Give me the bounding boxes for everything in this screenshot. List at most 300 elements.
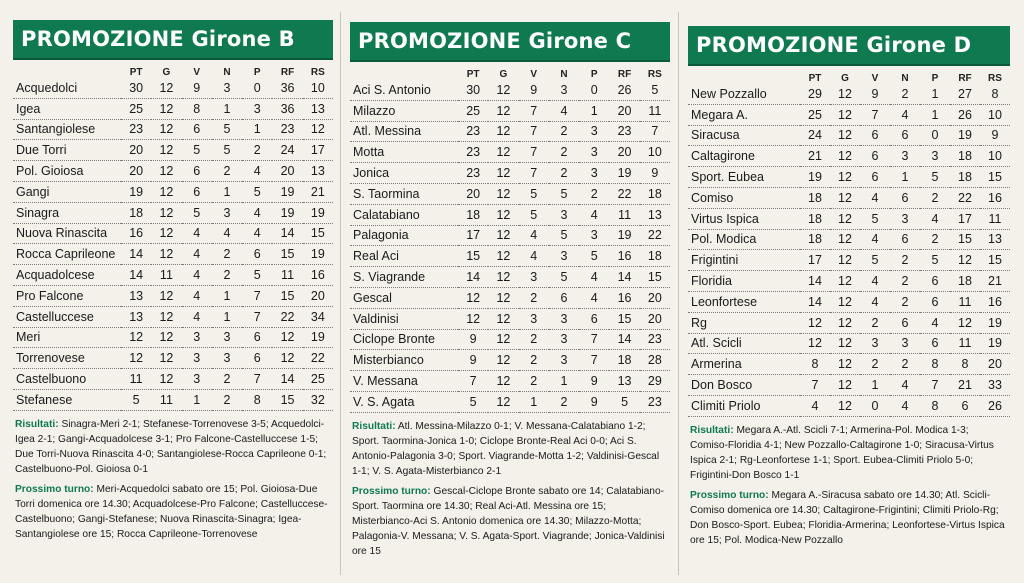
stat-cell: 26 [980, 395, 1010, 416]
stat-cell: 4 [860, 229, 890, 250]
table-row [13, 369, 333, 390]
stat-cell: 9 [458, 350, 488, 371]
stat-cell: 4 [920, 208, 950, 229]
stat-cell: 34 [303, 306, 333, 327]
team-name: Caltagirone [688, 146, 800, 167]
stat-cell: 12 [830, 271, 860, 292]
table-row [688, 84, 1010, 104]
stat-cell: 10 [980, 104, 1010, 125]
girone-d-title: PROMOZIONE Girone D [688, 26, 1010, 66]
stat-cell: 5 [212, 119, 242, 140]
stat-cell: 25 [800, 104, 830, 125]
stat-cell: 7 [519, 163, 549, 184]
stat-cell: 4 [860, 271, 890, 292]
column-header: PT [129, 67, 143, 78]
team-name: V. Messana [350, 371, 458, 392]
table-row [688, 125, 1010, 146]
table-row [350, 225, 670, 246]
stat-cell: 26 [609, 80, 639, 100]
team-name: Floridia [688, 271, 800, 292]
stat-cell: 7 [579, 329, 609, 350]
table-row [13, 389, 333, 410]
table-row [688, 354, 1010, 375]
stat-cell: 12 [151, 369, 181, 390]
stat-cell: 2 [890, 250, 920, 271]
stat-cell: 4 [549, 100, 579, 121]
column-header: P [590, 69, 598, 80]
column-header: G [841, 73, 849, 84]
table-row [13, 244, 333, 265]
table-row [688, 208, 1010, 229]
stat-cell: 12 [488, 371, 518, 392]
stat-cell: 11 [121, 369, 151, 390]
team-name: Sport. Eubea [688, 167, 800, 188]
table-row [350, 163, 670, 184]
stat-cell: 9 [980, 125, 1010, 146]
stat-cell: 10 [980, 146, 1010, 167]
stat-cell: 7 [860, 104, 890, 125]
stat-cell: 17 [458, 225, 488, 246]
team-column-header [350, 62, 458, 80]
stat-cell: 3 [890, 146, 920, 167]
stat-cell: 19 [980, 312, 1010, 333]
stat-cell: 22 [640, 225, 670, 246]
stat-cell: 12 [303, 119, 333, 140]
stat-cell: 12 [488, 121, 518, 142]
team-name: Calatabiano [350, 204, 458, 225]
stat-cell: 12 [488, 329, 518, 350]
table-row [688, 271, 1010, 292]
stat-cell: 18 [800, 229, 830, 250]
column-divider [340, 12, 341, 575]
team-name: Rocca Caprileone [13, 244, 121, 265]
team-name: Valdinisi [350, 308, 458, 329]
stat-cell: 3 [212, 202, 242, 223]
stat-cell: 11 [640, 100, 670, 121]
team-name: Rg [688, 312, 800, 333]
stat-cell: 11 [272, 265, 302, 286]
stat-cell: 11 [950, 291, 980, 312]
stat-cell: 3 [579, 163, 609, 184]
stat-cell: 2 [860, 312, 890, 333]
stat-cell: 26 [950, 104, 980, 125]
stat-cell: 5 [609, 391, 639, 412]
stat-cell: 12 [830, 312, 860, 333]
team-name: Acquadolcese [13, 265, 121, 286]
stat-cell: 20 [980, 354, 1010, 375]
table-row [350, 121, 670, 142]
stat-cell: 30 [458, 80, 488, 100]
stat-cell: 6 [182, 181, 212, 202]
stat-cell: 5 [549, 267, 579, 288]
stat-cell: 12 [488, 287, 518, 308]
table-row [13, 265, 333, 286]
girone-b-notes [13, 417, 333, 542]
stat-cell: 12 [950, 312, 980, 333]
stat-cell: 6 [920, 333, 950, 354]
stat-cell: 7 [519, 142, 549, 163]
stat-cell: 4 [242, 202, 272, 223]
stat-cell: 20 [640, 308, 670, 329]
stat-cell: 3 [182, 369, 212, 390]
team-name: Atl. Scicli [688, 333, 800, 354]
team-name: Motta [350, 142, 458, 163]
team-name: Meri [13, 327, 121, 348]
stat-cell: 9 [458, 329, 488, 350]
stat-cell: 0 [920, 125, 950, 146]
table-row [688, 291, 1010, 312]
stat-cell: 12 [488, 267, 518, 288]
stat-cell: 5 [182, 202, 212, 223]
table-row [13, 78, 333, 98]
stat-cell: 11 [151, 265, 181, 286]
team-name: S. Taormina [350, 183, 458, 204]
team-name: Acquedolci [13, 78, 121, 98]
stat-cell: 19 [800, 167, 830, 188]
girone-d-section [688, 0, 1010, 548]
stat-cell: 5 [579, 246, 609, 267]
table-row [688, 167, 1010, 188]
stat-cell: 5 [212, 140, 242, 161]
column-header: P [253, 67, 261, 78]
stat-cell: 4 [519, 246, 549, 267]
stat-cell: 12 [488, 246, 518, 267]
stat-cell: 12 [488, 391, 518, 412]
stat-cell: 24 [272, 140, 302, 161]
stat-cell: 2 [212, 265, 242, 286]
table-row [13, 98, 333, 119]
table-row [13, 202, 333, 223]
stat-cell: 12 [488, 163, 518, 184]
team-name: Don Bosco [688, 375, 800, 396]
team-name: Aci S. Antonio [350, 80, 458, 100]
girone-d-standings-table [688, 66, 1010, 417]
stat-cell: 3 [549, 329, 579, 350]
table-row [688, 333, 1010, 354]
stat-cell: 4 [860, 291, 890, 312]
stat-cell: 11 [151, 389, 181, 410]
girone-c-next-round [352, 484, 666, 559]
stat-cell: 19 [609, 225, 639, 246]
results-text: Sinagra-Meri 2-1; Stefanese-Torrenovese 3-5; Acquedolci-Igea 2-1; Gangi-Acquadolcese 3-1; Pro Falcone-Castelluccese 1-5; Due Torri-Nuova Rinascita 4-0; Santangiolese-Rocca Caprileone 0-1; Castelbuono-Pol. Gioiosa 0-1 [15, 418, 327, 475]
stat-cell: 6 [549, 287, 579, 308]
column-header: V [193, 67, 201, 78]
stat-cell: 17 [303, 140, 333, 161]
stat-cell: 15 [303, 223, 333, 244]
stat-cell: 18 [800, 187, 830, 208]
stat-cell: 12 [830, 354, 860, 375]
stat-cell: 24 [800, 125, 830, 146]
team-name: Frigintini [688, 250, 800, 271]
stat-cell: 7 [800, 375, 830, 396]
stat-cell: 2 [212, 389, 242, 410]
stat-cell: 20 [640, 287, 670, 308]
stat-cell: 30 [121, 78, 151, 98]
stat-cell: 2 [920, 187, 950, 208]
stat-cell: 15 [272, 285, 302, 306]
stat-cell: 23 [458, 121, 488, 142]
girone-b-results [15, 417, 329, 477]
stat-cell: 3 [519, 267, 549, 288]
stat-cell: 4 [920, 312, 950, 333]
stat-cell: 19 [272, 181, 302, 202]
stat-cell: 2 [212, 244, 242, 265]
team-name: Armerina [688, 354, 800, 375]
stat-cell: 3 [579, 225, 609, 246]
stat-cell: 14 [800, 271, 830, 292]
stat-cell: 20 [458, 183, 488, 204]
stat-cell: 20 [272, 161, 302, 182]
stat-cell: 1 [212, 181, 242, 202]
table-row [350, 80, 670, 100]
stat-cell: 6 [890, 312, 920, 333]
team-column-header [13, 60, 121, 78]
table-row [350, 204, 670, 225]
column-header: P [931, 73, 939, 84]
stat-cell: 4 [579, 204, 609, 225]
stat-cell: 6 [950, 395, 980, 416]
stat-cell: 9 [519, 80, 549, 100]
stat-cell: 5 [640, 80, 670, 100]
team-name: Climiti Priolo [688, 395, 800, 416]
stat-cell: 5 [920, 167, 950, 188]
stat-cell: 23 [458, 142, 488, 163]
stat-cell: 5 [242, 265, 272, 286]
stat-cell: 10 [640, 142, 670, 163]
stat-cell: 22 [950, 187, 980, 208]
stat-cell: 21 [303, 181, 333, 202]
stat-cell: 14 [609, 329, 639, 350]
stat-cell: 12 [151, 348, 181, 369]
column-header: N [223, 67, 231, 78]
stat-cell: 6 [242, 327, 272, 348]
stat-cell: 2 [549, 142, 579, 163]
stat-cell: 2 [890, 271, 920, 292]
stat-cell: 4 [860, 187, 890, 208]
stat-cell: 15 [272, 389, 302, 410]
stat-cell: 8 [920, 395, 950, 416]
table-row [13, 140, 333, 161]
column-header: N [560, 69, 568, 80]
stat-cell: 18 [121, 202, 151, 223]
stat-cell: 15 [272, 244, 302, 265]
table-row [688, 229, 1010, 250]
stat-cell: 18 [950, 146, 980, 167]
table-row [350, 329, 670, 350]
stat-cell: 12 [458, 308, 488, 329]
girone-b-next-round [15, 482, 329, 542]
stat-cell: 7 [519, 121, 549, 142]
stat-cell: 7 [920, 375, 950, 396]
stat-cell: 33 [980, 375, 1010, 396]
stat-cell: 12 [488, 350, 518, 371]
girone-d-next-round [690, 488, 1006, 548]
column-divider [678, 12, 679, 575]
stat-cell: 19 [303, 202, 333, 223]
team-name: Ciclope Bronte [350, 329, 458, 350]
stat-cell: 4 [890, 375, 920, 396]
stat-cell: 4 [212, 223, 242, 244]
stat-cell: 1 [920, 84, 950, 104]
stat-cell: 12 [830, 208, 860, 229]
stat-cell: 6 [579, 308, 609, 329]
table-row [688, 395, 1010, 416]
stat-cell: 7 [242, 285, 272, 306]
stat-cell: 1 [242, 119, 272, 140]
stat-cell: 15 [458, 246, 488, 267]
team-name: Leonfortese [688, 291, 800, 312]
stat-cell: 12 [830, 250, 860, 271]
team-name: V. S. Agata [350, 391, 458, 412]
table-row [350, 267, 670, 288]
column-header: RS [988, 73, 1002, 84]
stat-cell: 20 [121, 161, 151, 182]
stat-cell: 18 [640, 246, 670, 267]
stat-cell: 12 [151, 78, 181, 98]
column-header: V [871, 73, 879, 84]
team-name: Pol. Modica [688, 229, 800, 250]
table-row [13, 285, 333, 306]
column-header: RF [958, 73, 972, 84]
stat-cell: 1 [920, 104, 950, 125]
stat-cell: 12 [830, 167, 860, 188]
stat-cell: 12 [151, 306, 181, 327]
stat-cell: 12 [151, 140, 181, 161]
stat-cell: 12 [151, 223, 181, 244]
stat-cell: 2 [579, 183, 609, 204]
stat-cell: 8 [800, 354, 830, 375]
stat-cell: 1 [890, 167, 920, 188]
stat-cell: 12 [830, 84, 860, 104]
table-row [13, 119, 333, 140]
stat-cell: 2 [549, 163, 579, 184]
stat-cell: 16 [303, 265, 333, 286]
stat-cell: 0 [579, 80, 609, 100]
team-name: Igea [13, 98, 121, 119]
stat-cell: 12 [458, 287, 488, 308]
stat-cell: 1 [549, 371, 579, 392]
stat-cell: 36 [272, 78, 302, 98]
table-row [688, 312, 1010, 333]
stat-cell: 2 [860, 354, 890, 375]
stat-cell: 16 [609, 246, 639, 267]
team-name: S. Viagrande [350, 267, 458, 288]
table-row [688, 104, 1010, 125]
stat-cell: 12 [488, 225, 518, 246]
stat-cell: 3 [212, 348, 242, 369]
stat-cell: 4 [242, 223, 272, 244]
stat-cell: 4 [182, 244, 212, 265]
stat-cell: 32 [303, 389, 333, 410]
stat-cell: 12 [830, 375, 860, 396]
column-header: RS [647, 69, 662, 80]
stat-cell: 14 [458, 267, 488, 288]
stat-cell: 12 [830, 291, 860, 312]
stat-cell: 12 [121, 327, 151, 348]
stat-cell: 3 [549, 246, 579, 267]
standings-header-row [350, 62, 670, 80]
stat-cell: 12 [830, 229, 860, 250]
stat-cell: 23 [640, 329, 670, 350]
stat-cell: 6 [860, 146, 890, 167]
stat-cell: 3 [579, 142, 609, 163]
stat-cell: 5 [242, 181, 272, 202]
stat-cell: 6 [860, 125, 890, 146]
stat-cell: 12 [830, 395, 860, 416]
stat-cell: 12 [272, 348, 302, 369]
stat-cell: 12 [151, 244, 181, 265]
team-name: Atl. Messina [350, 121, 458, 142]
stat-cell: 12 [488, 100, 518, 121]
stat-cell: 7 [242, 306, 272, 327]
stat-cell: 12 [151, 98, 181, 119]
stat-cell: 29 [640, 371, 670, 392]
stat-cell: 8 [182, 98, 212, 119]
stat-cell: 6 [920, 271, 950, 292]
stat-cell: 21 [800, 146, 830, 167]
stat-cell: 8 [920, 354, 950, 375]
stat-cell: 3 [549, 308, 579, 329]
stat-cell: 12 [950, 250, 980, 271]
stat-cell: 17 [950, 208, 980, 229]
next-round-text: Megara A.-Siracusa sabato ore 14.30; Atl. Scicli-Comiso domenica ore 14.30; Caltagirone-Frigintini; Climiti Priolo-Rg; Don Bosco-Sport. Eubea; Floridia-Armerina; Leonfortese-Virtus Ispica ore 15; Pol. Modica-New Pozzallo [690, 489, 1005, 546]
stat-cell: 18 [950, 271, 980, 292]
stat-cell: 14 [800, 291, 830, 312]
column-header: RF [280, 67, 295, 78]
stat-cell: 1 [212, 306, 242, 327]
stat-cell: 12 [488, 142, 518, 163]
stat-cell: 6 [860, 167, 890, 188]
team-name: Pro Falcone [13, 285, 121, 306]
next-round-label: Prossimo turno: [690, 489, 769, 501]
stat-cell: 4 [519, 225, 549, 246]
stat-cell: 19 [950, 125, 980, 146]
stat-cell: 3 [920, 146, 950, 167]
stat-cell: 19 [980, 333, 1010, 354]
stat-cell: 0 [242, 78, 272, 98]
stat-cell: 28 [640, 350, 670, 371]
girone-b-title: PROMOZIONE Girone B [13, 20, 333, 60]
column-header: PT [808, 73, 822, 84]
stat-cell: 17 [800, 250, 830, 271]
stat-cell: 12 [800, 333, 830, 354]
stat-cell: 10 [303, 78, 333, 98]
team-name: Castelbuono [13, 369, 121, 390]
table-row [13, 348, 333, 369]
stat-cell: 5 [458, 391, 488, 412]
stat-cell: 5 [860, 250, 890, 271]
stat-cell: 13 [303, 161, 333, 182]
girone-b-standings-table [13, 60, 333, 411]
stat-cell: 5 [519, 183, 549, 204]
stat-cell: 5 [920, 250, 950, 271]
stat-cell: 12 [830, 333, 860, 354]
stat-cell: 23 [640, 391, 670, 412]
girone-c-section [350, 0, 670, 559]
stat-cell: 4 [182, 306, 212, 327]
stat-cell: 1 [519, 391, 549, 412]
results-text: Atl. Messina-Milazzo 0-1; V. Messana-Calatabiano 1-2; Sport. Taormina-Jonica 1-0; Ciclope Bronte-Real Aci 0-0; Aci S. Antonio-Palagonia 3-0; Sport. Viagrande-Motta 1-2; Valdinisi-Gescal 1-1; V. S. Agata-Misterbianco 2-1 [352, 420, 660, 477]
stat-cell: 9 [579, 371, 609, 392]
column-header: N [901, 73, 909, 84]
stat-cell: 20 [121, 140, 151, 161]
stat-cell: 16 [609, 287, 639, 308]
team-name: Jonica [350, 163, 458, 184]
stat-cell: 15 [640, 267, 670, 288]
stat-cell: 19 [303, 244, 333, 265]
table-row [688, 187, 1010, 208]
table-row [350, 391, 670, 412]
